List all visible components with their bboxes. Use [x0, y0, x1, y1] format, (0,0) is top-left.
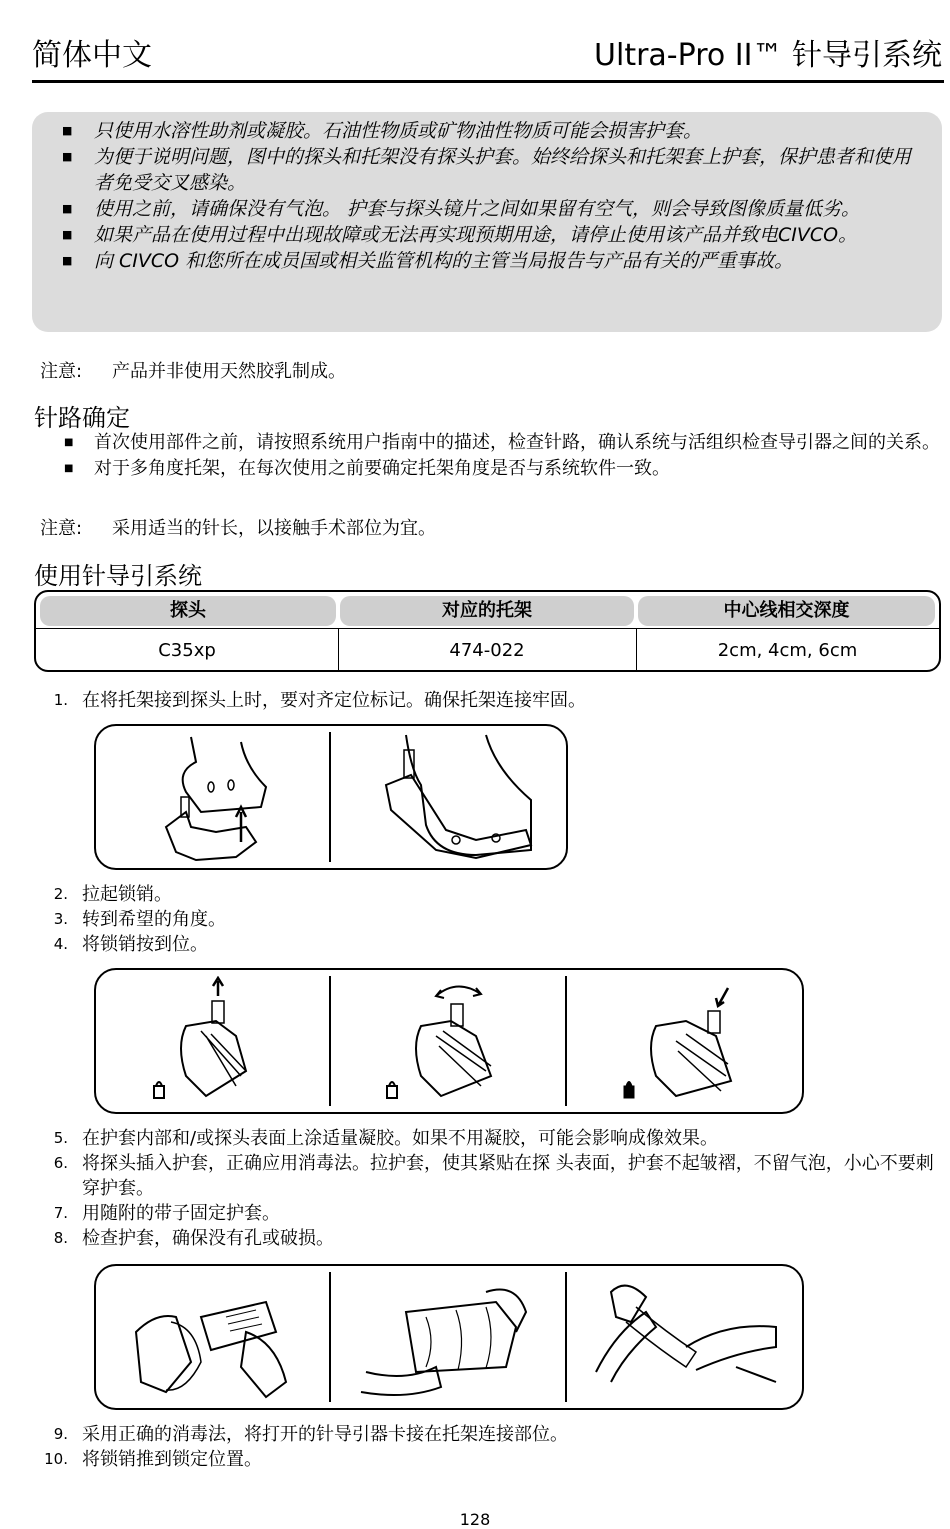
note-text: 产品并非使用天然胶乳制成。: [112, 361, 346, 382]
section-title-use-system: 使用针导引系统: [34, 562, 202, 590]
list-item: ■ 对于多角度托架，在每次使用之前要确定托架角度是否与系统软件一致。: [34, 456, 942, 482]
step-text: 在护套内部和/或探头表面上涂适量凝胶。如果不用凝胶，可能会影响成像效果。: [82, 1128, 719, 1149]
needle-path-list: [34, 430, 942, 482]
step-number: 8.: [53, 1229, 68, 1247]
step-item: [20, 1422, 942, 1447]
push-pin-illustration: [616, 976, 776, 1106]
note-needle-length: [40, 514, 436, 540]
step-text: 将探头插入护套，正确应用消毒法。拉护套，使其紧贴在探 头表面，护套不起皱褶，不留气泡，小心不要刺穿护套。: [82, 1153, 934, 1199]
step-item: [20, 688, 942, 713]
step-text: 转到希望的角度。: [82, 909, 226, 930]
step-number: 3.: [53, 910, 68, 928]
step-number: 10.: [44, 1450, 68, 1468]
figure-cover-probe: [94, 1264, 804, 1410]
warning-item: ■ 使用之前，请确保没有气泡。 护套与探头镜片之间如果留有空气，则会导致图像质量低劣。: [32, 196, 922, 222]
header-rule: [32, 80, 944, 83]
step-item: [20, 1226, 942, 1251]
figure-divider: [565, 976, 567, 1106]
step-number: 7.: [53, 1204, 68, 1222]
apply-gel-illustration: [126, 1272, 316, 1402]
note-latex: [40, 357, 346, 383]
figure-divider: [565, 1272, 567, 1402]
step-text: 在将托架接到探头上时，要对齐定位标记。确保托架连接牢固。: [82, 690, 586, 711]
product-title: Ultra-Pro II™ 针导引系统: [594, 38, 942, 73]
bracket-attached-illustration: [366, 730, 546, 864]
step-item: [20, 932, 942, 957]
list-item: ■ 首次使用部件之前，请按照系统用户指南中的描述，检查针路，确认系统与活组织检查导引器之间的关系。: [34, 430, 942, 456]
figure-divider: [329, 1272, 331, 1402]
table-header: 对应的托架: [340, 596, 634, 626]
step-number: 5.: [53, 1129, 68, 1147]
step-item: [20, 1126, 942, 1151]
language-title: 简体中文: [32, 38, 152, 73]
table-cell: 474-022: [449, 640, 525, 661]
section-title-needle-path: 针路确定: [34, 404, 130, 432]
step-number: 1.: [53, 691, 68, 709]
step-number: 9.: [53, 1425, 68, 1443]
step-number: 6.: [53, 1154, 68, 1172]
step-number: 2.: [53, 885, 68, 903]
step-text: 用随附的带子固定护套。: [82, 1203, 280, 1224]
note-label: 注意:: [40, 361, 83, 382]
figure-divider: [329, 976, 331, 1106]
step-text: 采用正确的消毒法，将打开的针导引器卡接在托架连接部位。: [82, 1424, 568, 1445]
figure-divider: [329, 732, 331, 862]
step-item: [20, 1151, 942, 1201]
table-cell: C35xp: [158, 640, 216, 661]
check-cover-illustration: [586, 1272, 786, 1402]
warning-item: ■ 为便于说明问题，图中的探头和托架没有探头护套。始终给探头和托架套上护套，保护患者和使用者免受交叉感染。: [32, 144, 922, 196]
note-label: 注意:: [40, 518, 83, 539]
insert-probe-illustration: [346, 1272, 556, 1402]
step-item: [20, 1201, 942, 1226]
step-item: [20, 907, 942, 932]
table-header: 中心线相交深度: [638, 596, 935, 626]
warning-item: ■ 向 CIVCO 和您所在成员国或相关监管机构的主管当局报告与产品有关的严重事故。: [32, 248, 922, 274]
steps-list-d: [20, 1422, 942, 1472]
bracket-attach-illustration: [156, 732, 306, 862]
steps-list-b: [20, 882, 942, 957]
compatibility-table: [34, 590, 941, 672]
pull-pin-illustration: [146, 976, 306, 1106]
steps-list-c: [20, 1126, 942, 1251]
step-text: 检查护套，确保没有孔或破损。: [82, 1228, 334, 1249]
step-number: 4.: [53, 935, 68, 953]
warning-item: ■ 只使用水溶性助剂或凝胶。石油性物质或矿物油性物质可能会损害护套。: [32, 118, 922, 144]
page-number: 128: [459, 1510, 491, 1529]
figure-lock-pin: [94, 968, 804, 1114]
step-item: [20, 882, 942, 907]
rotate-bracket-illustration: [381, 976, 541, 1106]
step-text: 拉起锁销。: [82, 884, 172, 905]
warning-box: [32, 112, 942, 332]
table-divider: [36, 628, 939, 629]
step-item: [20, 1447, 942, 1472]
figure-attach-bracket: [94, 724, 568, 870]
table-header: 探头: [40, 596, 336, 626]
step-text: 将锁销按到位。: [82, 934, 208, 955]
note-text: 采用适当的针长，以接触手术部位为宜。: [112, 518, 436, 539]
steps-list-a: [20, 688, 942, 713]
table-cell: 2cm, 4cm, 6cm: [717, 640, 858, 661]
warning-item: ■ 如果产品在使用过程中出现故障或无法再实现预期用途，请停止使用该产品并致电CIVCO。: [32, 222, 922, 248]
step-text: 将锁销推到锁定位置。: [82, 1449, 262, 1470]
